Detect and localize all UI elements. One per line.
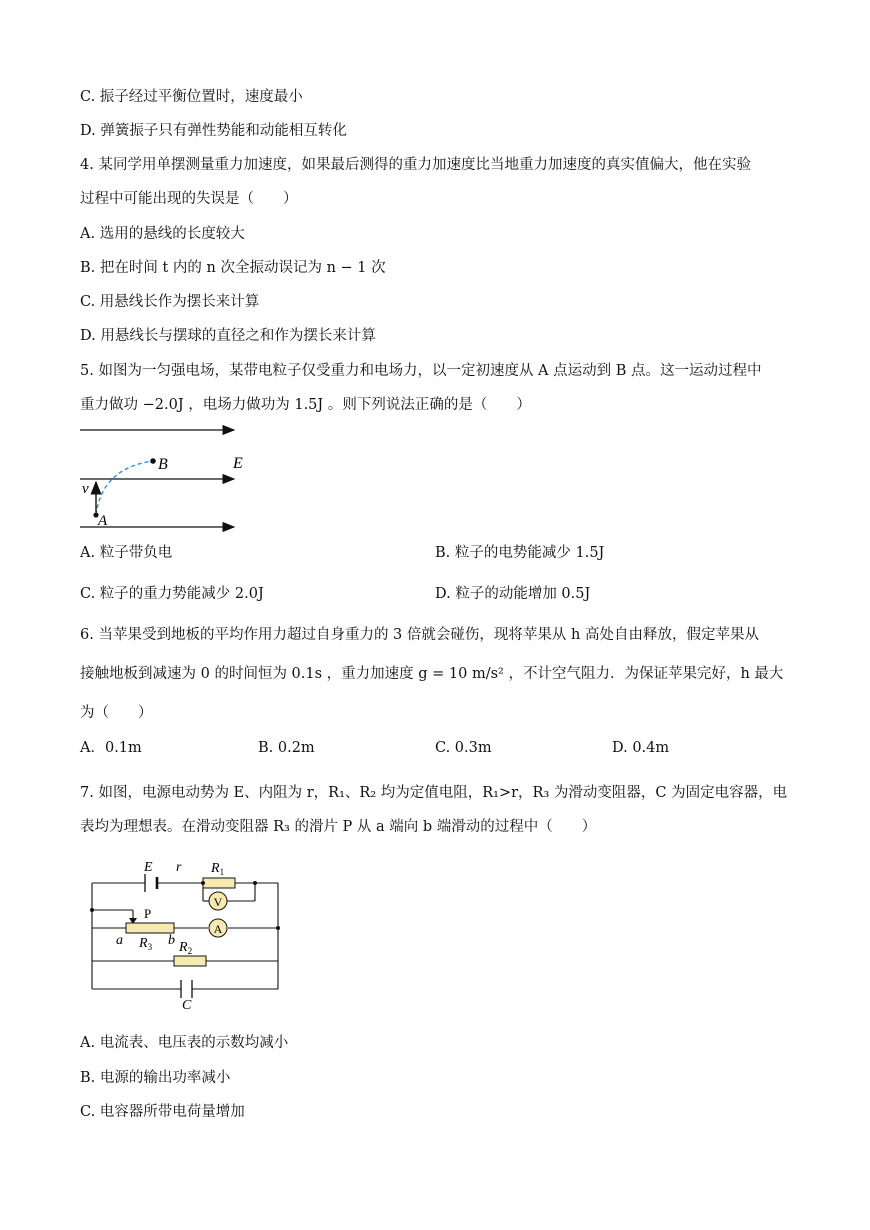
voltmeter-label: V — [213, 895, 223, 909]
circuit-figure — [85, 852, 290, 1012]
line-q3d: D. 弹簧振子只有弹性势能和动能相互转化 — [80, 123, 347, 139]
point-b — [150, 458, 156, 464]
junction-dot — [90, 908, 94, 912]
q5-option-c: C. 粒子的重力势能减少 2.0J — [80, 586, 264, 602]
label-r2: $R_2$ — [179, 940, 193, 956]
resistor-r3 — [126, 923, 174, 933]
line-q4a: A. 选用的悬线的长度较大 — [80, 226, 245, 242]
line-q6-stem-3: 为（ ） — [80, 705, 153, 721]
resistor-r1 — [203, 878, 235, 888]
line-q4-stem-1: 4. 某同学用单摆测量重力加速度，如果最后测得的重力加速度比当地重力加速度的真实值偏大，他在实验 — [80, 157, 751, 173]
label-a: a — [116, 933, 123, 948]
label-r1: $R_1$ — [211, 861, 225, 877]
line-q7c: C. 电容器所带电荷量增加 — [80, 1104, 245, 1120]
junction-dot — [201, 881, 205, 885]
label-c: C — [182, 998, 192, 1012]
q6-option-a: A．0.1m — [80, 740, 142, 756]
line-q3c: C. 振子经过平衡位置时，速度最小 — [80, 89, 303, 105]
line-q6-stem-2: 接触地板到减速为 0 的时间恒为 0.1s ，重力加速度 g = 10 m/s² ，不计空气阻力．为保证苹果完好，h 最大 — [80, 666, 784, 682]
q6-option-c: C. 0.3m — [435, 740, 492, 756]
line-q7-stem-1: 7. 如图，电源电动势为 E、内阻为 r，R₁、R₂ 均为定值电阻，R₁>r，R₃ 为滑动变阻器，C 为固定电容器，电 — [80, 785, 788, 801]
label-e: E — [144, 860, 153, 875]
line-q5-stem-1: 5. 如图为一匀强电场，某带电粒子仅受重力和电场力，以一定初速度从 A 点运动到 B 点。这一运动过程中 — [80, 363, 762, 379]
q6-option-b: B. 0.2m — [258, 740, 315, 756]
label-b: b — [168, 933, 175, 948]
label-a: A — [98, 513, 108, 529]
electric-field-figure — [78, 420, 258, 535]
q5-option-d: D. 粒子的动能增加 0.5J — [435, 586, 591, 602]
line-q4-stem-2: 过程中可能出现的失误是（ ） — [80, 191, 298, 207]
line-q4b: B. 把在时间 t 内的 n 次全振动误记为 n − 1 次 — [80, 260, 386, 276]
resistor-r2 — [174, 956, 206, 966]
q5-option-b: B. 粒子的电势能减少 1.5J — [435, 545, 605, 561]
label-r3: $R_3$ — [139, 936, 153, 952]
line-q7b: B. 电源的输出功率减小 — [80, 1070, 231, 1086]
line-q4c: C. 用悬线长作为摆长来计算 — [80, 294, 260, 310]
line-q7a: A. 电流表、电压表的示数均减小 — [80, 1035, 289, 1051]
junction-dot — [276, 926, 280, 930]
line-q6-stem-1: 6. 当苹果受到地板的平均作用力超过自身重力的 3 倍就会碰伤，现将苹果从 h 高处自由释放，假定苹果从 — [80, 627, 759, 643]
label-p: P — [144, 906, 152, 921]
junction-dot — [253, 881, 257, 885]
ammeter-label: A — [213, 922, 223, 936]
label-v: v — [82, 481, 89, 497]
line-q7-stem-2: 表均为理想表。在滑动变阻器 R₃ 的滑片 P 从 a 端向 b 端滑动的过程中（ ） — [80, 819, 597, 835]
label-e: E — [233, 455, 243, 472]
q6-option-d: D. 0.4m — [612, 740, 670, 756]
label-b: B — [158, 456, 168, 473]
q5-option-a: A. 粒子带负电 — [80, 545, 173, 561]
line-q5-stem-2: 重力做功 −2.0J ，电场力做功为 1.5J 。则下列说法正确的是（ ） — [80, 397, 531, 413]
label-r: r — [176, 860, 182, 875]
line-q4d: D. 用悬线长与摆球的直径之和作为摆长来计算 — [80, 328, 376, 344]
trajectory-curve — [96, 461, 153, 515]
